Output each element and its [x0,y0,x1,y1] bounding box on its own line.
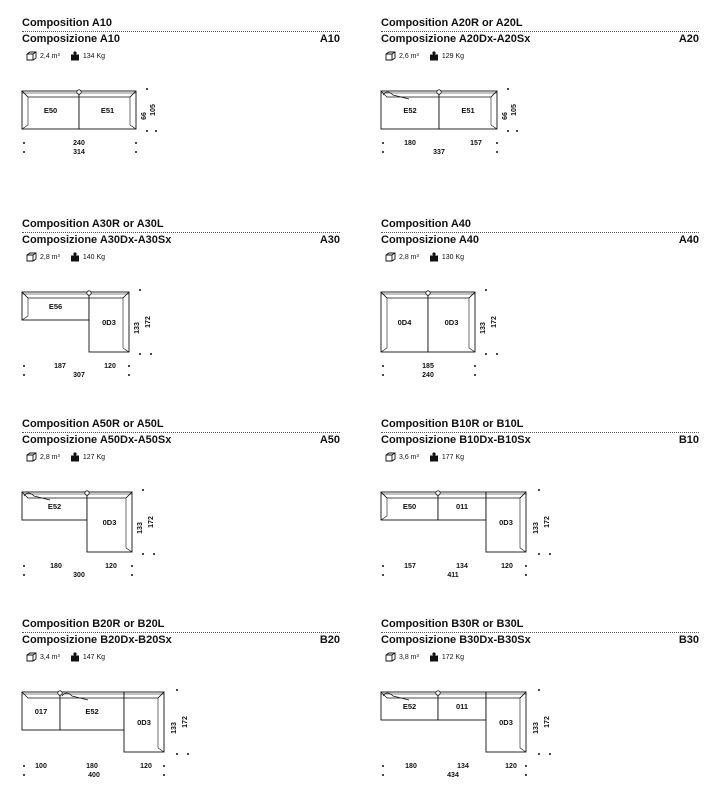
dotted-divider [381,432,699,433]
composition-code: A20 [678,33,699,45]
composition-title: Composition B30R or B30L [381,618,524,630]
composition-subtitle: Composizione B30Dx-B30Sx [381,634,531,646]
composition-subtitle: Composizione A30Dx-A30Sx [22,234,172,246]
volume-value: 2,4 m³ [40,52,60,60]
volume-value: 2,6 m³ [399,52,419,60]
composition-subtitle: Composizione A40 [381,234,479,246]
module-label: 011 [455,502,469,511]
composition-subtitle: Composizione A10 [22,33,120,45]
composition-title: Composition A20R or A20L [381,17,523,29]
weight-icon [70,652,80,662]
volume-value: 2,8 m³ [40,453,60,461]
composition-card [381,17,699,207]
total-width-dimension: 337 [433,149,445,156]
composition-code: A50 [319,434,340,446]
volume-value: 2,8 m³ [399,253,419,261]
module-label: E52 [402,702,417,711]
depth-dimension: 133 [137,522,144,534]
composition-drawing [381,278,681,398]
weight-value: 172 Kg [441,653,465,661]
width-dimension: 180 [405,763,417,770]
module-label: 0D3 [444,318,459,327]
height-dimension: 172 [544,716,551,728]
width-dimension: 157 [470,140,482,147]
box-volume-icon [385,51,396,61]
depth-dimension: 133 [533,722,540,734]
composition-card [381,418,699,608]
composition-title: Composition B10R or B10L [381,418,524,430]
module-label: 0D4 [397,318,412,327]
weight-icon [429,452,439,462]
depth-dimension: 133 [533,522,540,534]
weight-value: 127 Kg [82,453,106,461]
total-width-dimension: 411 [447,572,459,579]
total-width-dimension: 434 [447,772,459,779]
height-dimension: 172 [148,516,155,528]
module-label: 0D3 [499,718,513,727]
weight-icon [70,51,80,61]
composition-subtitle: Composizione A50Dx-A50Sx [22,434,172,446]
composition-card [22,17,340,207]
width-dimension: 120 [104,363,116,370]
module-label: 0D3 [137,718,151,727]
width-dimension: 240 [73,140,85,147]
composition-title: Composition A30R or A30L [22,218,164,230]
height-dimension: 172 [145,316,152,328]
height-dimension: 172 [491,316,498,328]
dotted-divider [22,232,340,233]
dotted-divider [381,31,699,32]
composition-drawing [381,678,681,798]
volume-value: 3,6 m³ [399,453,419,461]
specs-row [26,252,105,262]
specs-row [26,652,105,662]
dotted-divider [22,432,340,433]
composition-drawing [381,478,681,598]
weight-value: 134 Kg [82,52,106,60]
weight-value: 147 Kg [82,653,106,661]
width-dimension: 187 [54,363,66,370]
total-width-dimension: 400 [88,772,100,779]
composition-subtitle: Composizione B10Dx-B10Sx [381,434,531,446]
width-dimension: 100 [35,763,47,770]
module-label: 0D3 [102,318,116,327]
box-volume-icon [26,452,37,462]
composition-card [381,618,699,808]
total-width-dimension: 240 [422,372,434,379]
composition-code: A40 [678,234,699,246]
width-dimension: 185 [422,363,434,370]
depth-dimension: 66 [141,112,148,120]
specs-row [385,652,464,662]
height-dimension: 172 [544,516,551,528]
depth-dimension: 133 [171,722,178,734]
weight-icon [70,252,80,262]
weight-icon [70,452,80,462]
composition-title: Composition A40 [381,218,472,230]
dotted-divider [381,632,699,633]
width-dimension: 180 [404,140,416,147]
composition-title: Composition A50R or A50L [22,418,164,430]
composition-subtitle: Composizione A20Dx-A20Sx [381,33,531,45]
width-dimension: 120 [501,563,513,570]
composition-code: B20 [319,634,340,646]
height-dimension: 172 [182,716,189,728]
module-label: E50 [402,502,417,511]
composition-code: A10 [319,33,340,45]
weight-icon [429,652,439,662]
composition-code: B10 [678,434,699,446]
composition-code: B30 [678,634,699,646]
module-label: E50 [43,106,58,115]
weight-icon [429,252,439,262]
composition-card [22,218,340,408]
dotted-divider [22,31,340,32]
composition-card [22,418,340,608]
module-label: E52 [47,502,62,511]
width-dimension: 134 [457,763,469,770]
depth-dimension: 133 [480,322,487,334]
module-label: 0D3 [102,518,117,527]
module-label: E51 [461,106,475,115]
box-volume-icon [26,252,37,262]
composition-title: Composition A10 [22,17,113,29]
module-label: E52 [85,707,99,716]
specs-row [385,452,464,462]
height-dimension: 105 [511,104,518,116]
depth-dimension: 66 [502,112,509,120]
dotted-divider [22,632,340,633]
weight-value: 177 Kg [441,453,465,461]
box-volume-icon [385,252,396,262]
composition-drawing [22,278,322,398]
box-volume-icon [26,51,37,61]
composition-drawing [22,678,322,798]
volume-value: 2,8 m³ [40,253,60,261]
specs-row [385,51,464,61]
width-dimension: 120 [105,563,117,570]
box-volume-icon [385,652,396,662]
module-label: E56 [48,302,63,311]
box-volume-icon [26,652,37,662]
depth-dimension: 133 [134,322,141,334]
specs-row [26,51,105,61]
width-dimension: 134 [456,563,468,570]
composition-card [381,218,699,408]
total-width-dimension: 300 [73,572,85,579]
composition-drawing [22,77,322,197]
module-label: 011 [455,702,469,711]
composition-drawing [381,77,681,197]
module-label: 0D3 [499,518,513,527]
weight-value: 130 Kg [441,253,465,261]
dotted-divider [381,232,699,233]
composition-card [22,618,340,808]
weight-value: 129 Kg [441,52,465,60]
weight-value: 140 Kg [82,253,106,261]
composition-subtitle: Composizione B20Dx-B20Sx [22,634,172,646]
total-width-dimension: 307 [73,372,85,379]
width-dimension: 120 [505,763,517,770]
specs-row [26,452,105,462]
height-dimension: 105 [150,104,157,116]
volume-value: 3,4 m³ [40,653,60,661]
module-label: E51 [100,106,115,115]
weight-icon [429,51,439,61]
volume-value: 3,8 m³ [399,653,419,661]
width-dimension: 180 [50,563,62,570]
composition-drawing [22,478,322,598]
width-dimension: 120 [140,763,152,770]
total-width-dimension: 314 [73,149,85,156]
width-dimension: 157 [404,563,416,570]
composition-code: A30 [319,234,340,246]
box-volume-icon [385,452,396,462]
specs-row [385,252,464,262]
module-label: 017 [34,707,48,716]
width-dimension: 180 [86,763,98,770]
composition-title: Composition B20R or B20L [22,618,165,630]
module-label: E52 [403,106,417,115]
